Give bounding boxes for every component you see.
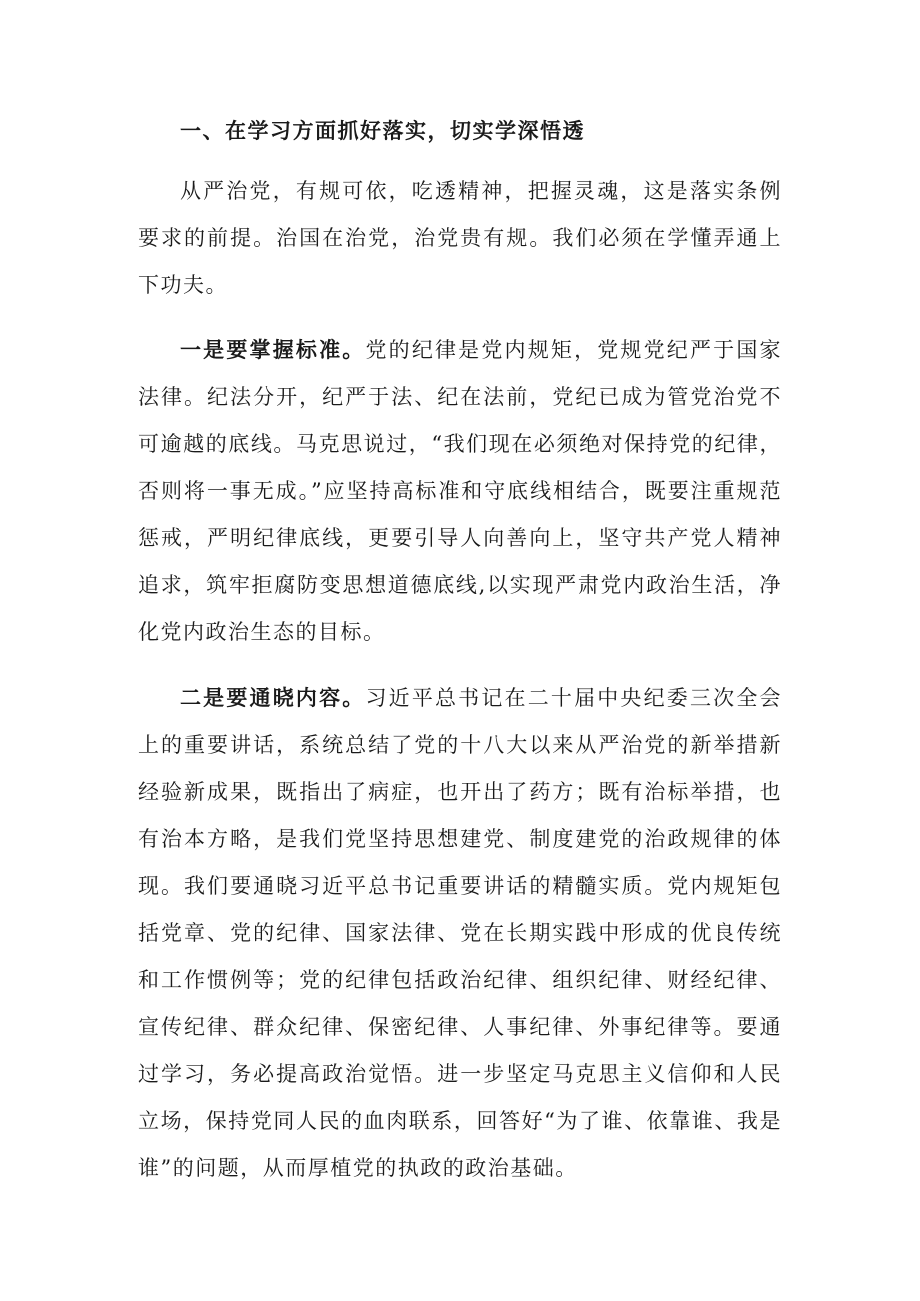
paragraph-intro (138, 168, 782, 309)
paragraph-content (138, 674, 782, 1192)
paragraph-standards (138, 326, 782, 656)
section-heading: 一、在学习方面抓好落实，切实学深悟透 (180, 118, 585, 143)
paragraph-content-text: 习近平总书记在二十届中央纪委三次全会上的重要讲话，系统总结了党的十八大以来从严治党的新举措新经验新成果，既指出了病症，也开出了药方；既有治标举措，也有治本方略，是我们党坚持思想建党、制度建党的治政规律的体现。我们要通晓习近平总书记重要讲话的精髓实质。党内规矩包括党章、党的纪律、国家法律、党在长期实践中形成的优良传统和工作惯例等；党的纪律包括政治纪律、组织纪律、财经纪律、宣传纪律、群众纪律、保密纪律、人事纪律、外事纪律等。要通过学习，务必提高政治觉悟。进一步坚定马克思主义信仰和人民立场，保持党同人民的血肉联系，回答好“为了谁、依靠谁、我是谁”的问题，从而厚植党的执政的政治基础。 (138, 686, 783, 1180)
paragraph-intro-text: 从严治党，有规可依，吃透精神，把握灵魂，这是落实条例要求的前提。治国在治党，治党贵有规。我们必须在学懂弄通上下功夫。 (138, 179, 782, 297)
paragraph-standards-text: 党的纪律是党内规矩，党规党纪严于国家法律。纪法分开，纪严于法、纪在法前，党纪已成为管党治党不可逾越的底线。马克思说过，“我们现在必须绝对保持党的纪律，否则将一事无成。”应坚持高标准和守底线相结合，既要注重规范惩戒，严明纪律底线，更要引导人向善向上，坚守共产党人精神追求，筑牢拒腐防变思想道德底线,以实现严肃党内政治生活，净化党内政治生态的目标。 (138, 338, 783, 644)
paragraph-content-lead: 二是要通晓内容。 (180, 685, 366, 710)
paragraph-standards-lead: 一是要掌握标准。 (180, 337, 366, 362)
